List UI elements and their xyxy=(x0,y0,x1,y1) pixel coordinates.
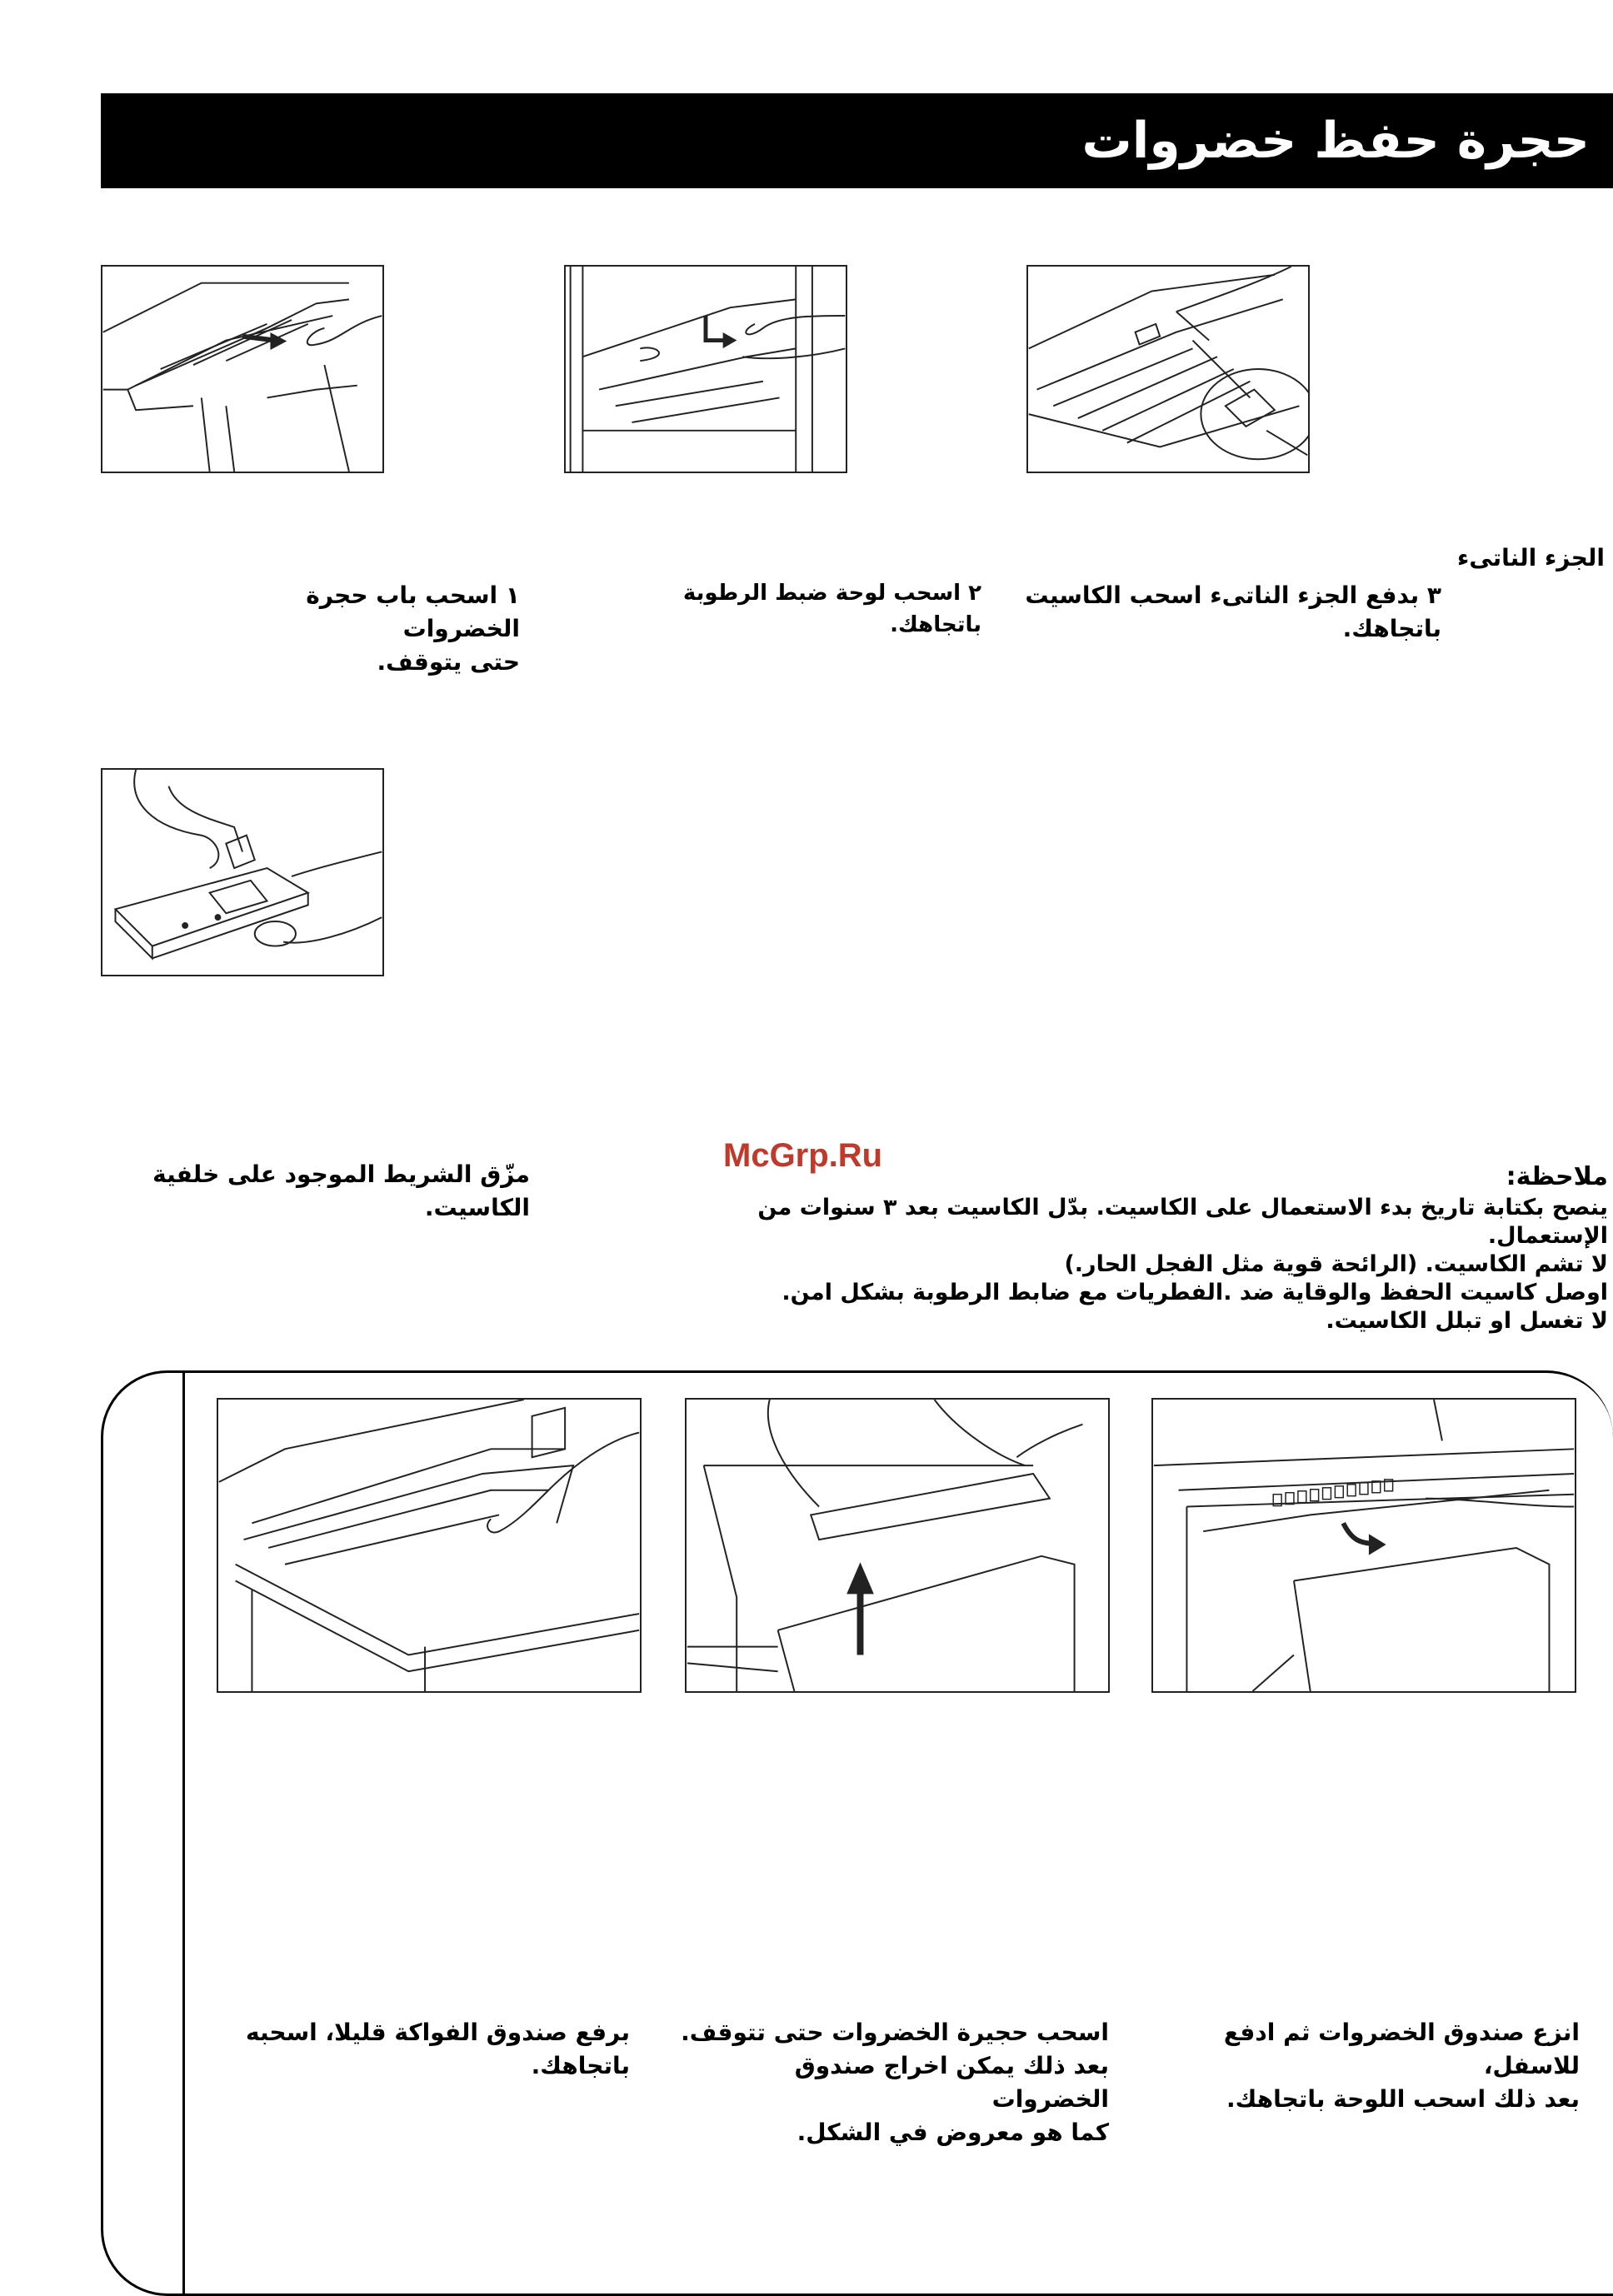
note-line-2: لا تشم الكاسيت. (الرائحة قوية مثل الفجل الحار.) xyxy=(1064,1251,1608,1277)
note-line-1: ينصح بكتابة تاريخ بدء الاستعمال على الكاسيت. بدّل الكاسيت بعد ٣ سنوات من الإستعمال. xyxy=(757,1195,1608,1249)
bottom-step-3-line-1: انزع صندوق الخضروات ثم ادفع للاسفل، xyxy=(1223,2019,1580,2079)
bottom-step-2-line-1: اسحب حجيرة الخضروات حتى تتوقف. xyxy=(681,2019,1109,2046)
page-header xyxy=(101,93,1613,188)
bottom-step-2-line-3: كما هو معروض في الشكل. xyxy=(797,2119,1109,2146)
bottom-step-3-text xyxy=(1146,2016,1580,2116)
vegetable-box-illustration xyxy=(1151,1398,1576,1693)
tear-tape-illustration xyxy=(101,768,384,976)
pull-drawer-illustration xyxy=(101,265,384,473)
step-3-line-1: ٣ بدفع الجزء الناتىء اسحب الكاسيت xyxy=(1025,581,1441,609)
step-1-line-1: ١ اسحب باب حجرة الخضروات xyxy=(306,581,520,642)
bottom-step-2-line-2: بعد ذلك يمكن اخراج صندوق الخضروات xyxy=(794,2052,1109,2113)
tear-caption: مزّق الشريط الموجود على خلفية الكاسيت. xyxy=(152,1160,530,1221)
note-title: ملاحظة: xyxy=(1506,1162,1608,1191)
watermark: McGrp.Ru xyxy=(723,1137,883,1174)
cassette-tab-illustration xyxy=(1026,265,1310,473)
bottom-step-2-text xyxy=(676,2016,1109,2149)
note-block xyxy=(650,1160,1608,1335)
note-line-4: لا تغسل او تبلل الكاسيت. xyxy=(1326,1308,1608,1334)
humidity-panel-illustration xyxy=(564,265,847,473)
step-1-line-2: حتى يتوقف. xyxy=(377,648,520,676)
page-title: حجرة حفظ خضروات xyxy=(1081,112,1590,170)
bottom-step-1-line-1: برفع صندوق الفواكة قليلا، اسحبه xyxy=(246,2019,630,2046)
step-3-text xyxy=(1025,579,1441,646)
bottom-step-1-text xyxy=(213,2016,630,2083)
fruit-box-illustration xyxy=(217,1398,642,1693)
bottom-step-1-line-2: باتجاهك. xyxy=(531,2052,630,2079)
protrusion-label: الجزء الناتىء xyxy=(1457,544,1605,572)
step-3-line-2: باتجاهك. xyxy=(1342,615,1441,642)
note-line-3: اوصل كاسيت الحفظ والوقاية ضد .الفطريات مع ضابط الرطوبة بشكل امن. xyxy=(782,1280,1608,1305)
step-1-text xyxy=(187,579,520,679)
panel-divider xyxy=(182,1370,185,2296)
step-2-text xyxy=(598,577,981,641)
bottom-step-3-line-2: بعد ذلك اسحب اللوحة باتجاهك. xyxy=(1226,2085,1580,2113)
lift-compartment-illustration xyxy=(685,1398,1110,1693)
step-2-line-1: ٢ اسحب لوحة ضبط الرطوبة باتجاهك. xyxy=(682,581,981,637)
